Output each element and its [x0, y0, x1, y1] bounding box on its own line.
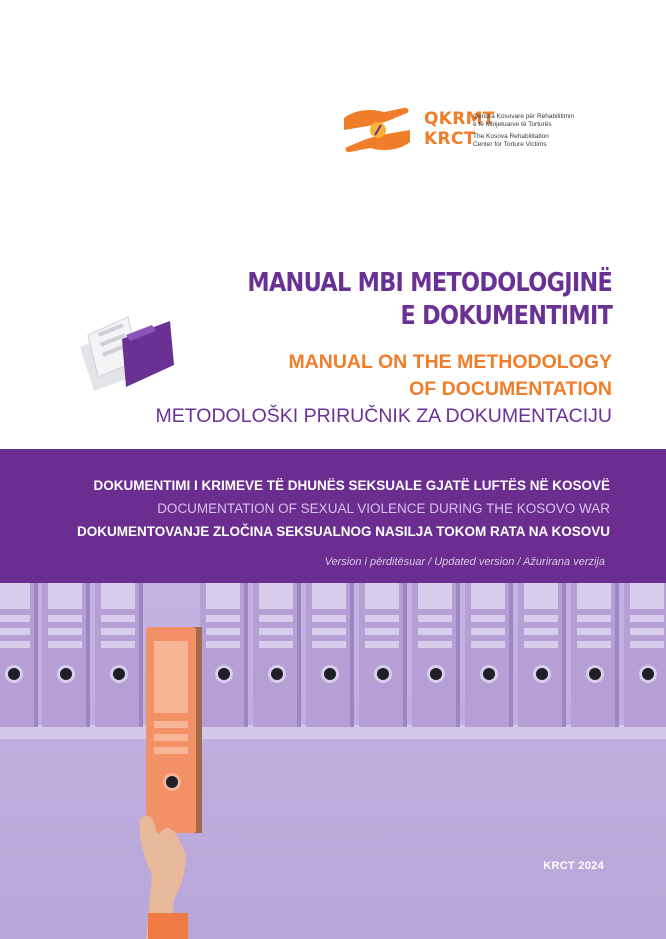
logo-name-en-line1: The Kosova Rehabilitation: [473, 133, 549, 140]
logo-name-sq-line1: Qendra Kosovare për Rehabilitimin: [473, 113, 575, 120]
purple-binder: [518, 583, 566, 727]
title-en-line2: OF DOCUMENTATION: [409, 378, 612, 400]
subtitle-sr: DOKUMENTOVANJE ZLOČINA SEKSUALNOG NASILJA TOKOM RATA NA KOSOVU: [76, 524, 610, 539]
title-sq-line2: E DOKUMENTIMIT: [400, 301, 612, 331]
logo-acronym-sq: QKRMT: [424, 109, 495, 129]
subtitle-en: DOCUMENTATION OF SEXUAL VIOLENCE DURING THE KOSOVO WAR: [157, 501, 610, 516]
subtitle-sq: DOKUMENTIMI I KRIMEVE TË DHUNËS SEKSUALE GJATË LUFTËS NË KOSOVË: [93, 478, 610, 493]
logo-name-sq: [473, 113, 623, 128]
folder-documents-icon: [74, 313, 178, 391]
purple-binder: [306, 583, 354, 727]
title-sr-line: METODOLOŠKI PRIRUČNIK ZA DOKUMENTACIJU: [155, 405, 612, 427]
purple-binder: [412, 583, 460, 727]
purple-binder: [200, 583, 248, 727]
binders-photo: [0, 583, 666, 939]
purple-binder: [624, 583, 666, 727]
logo-name-en-line2: Center for Torture Victims: [473, 140, 547, 148]
purple-binder: [253, 583, 301, 727]
organization-logo: [340, 104, 640, 156]
version-note: Version i përditësuar / Updated version / Ažurirana verzija: [324, 556, 605, 568]
hands-logo-icon: [340, 104, 414, 156]
purple-binder: [465, 583, 513, 727]
purple-binder: [95, 583, 143, 727]
purple-binder: [42, 583, 90, 727]
purple-binder: [571, 583, 619, 727]
logo-acronym-en: KRCT: [424, 129, 476, 149]
subtitle-band: [0, 449, 666, 583]
purple-binder: [0, 583, 38, 727]
title-sq-line1: MANUAL MBI METODOLOGJINË: [247, 268, 612, 298]
logo-name-en: [473, 133, 623, 148]
logo-name-sq-line2: e të Mbijetuarve të Torturës: [473, 120, 552, 128]
orange-binder: [146, 627, 202, 833]
title-en-line1: MANUAL ON THE METHODOLOGY: [288, 351, 612, 373]
purple-binder: [359, 583, 407, 727]
publisher-year: KRCT 2024: [543, 860, 604, 872]
